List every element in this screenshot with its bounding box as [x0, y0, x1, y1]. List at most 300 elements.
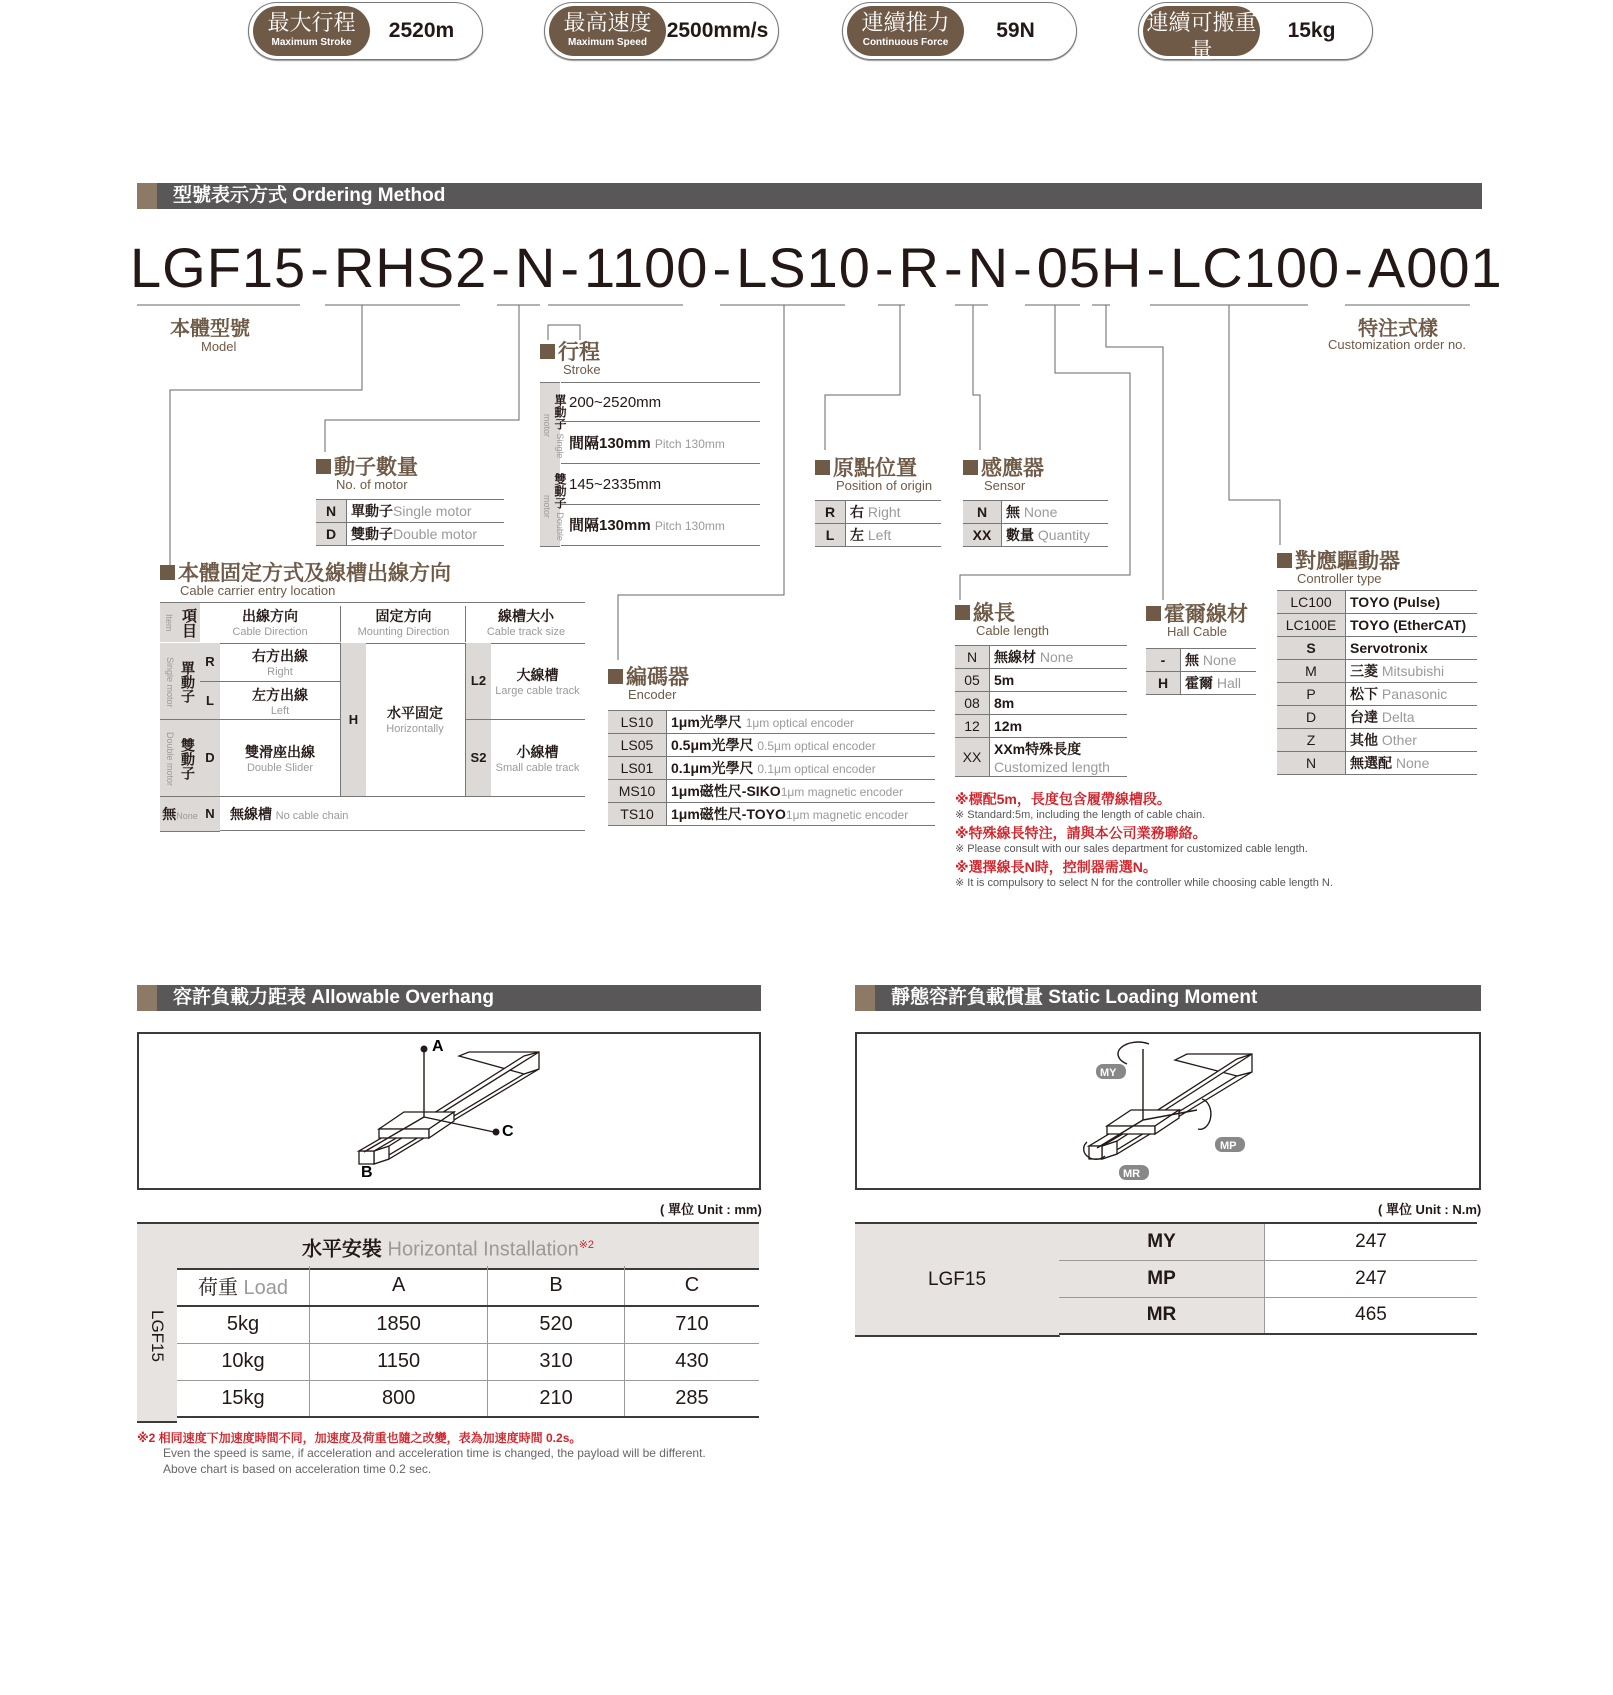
ctrl-desc: [1346, 706, 1478, 729]
label-mp: MP: [1220, 1140, 1237, 1152]
motor-desc: [347, 523, 505, 546]
origin-desc: [846, 524, 942, 547]
encoder-row: [608, 803, 935, 826]
encoder-code: LS01: [608, 757, 667, 780]
table-row: [177, 1306, 759, 1343]
zh: 0.5μm光學尺: [671, 737, 754, 753]
zh: 項目: [180, 608, 197, 638]
en: Cable Direction: [232, 626, 308, 638]
motor-table: [316, 499, 504, 546]
zh: 無: [1006, 504, 1020, 520]
en: Panasonic: [1381, 686, 1448, 702]
val-b: 520: [488, 1306, 625, 1343]
table-row: [1059, 1297, 1477, 1334]
zh: 數量: [1006, 527, 1034, 543]
code-custom: A001: [1367, 236, 1503, 299]
code-l2: L2: [465, 643, 491, 720]
no-cable-chain: [220, 797, 585, 831]
sensor-row: [963, 501, 1108, 524]
controller-row: [1277, 637, 1477, 660]
track-small: [490, 720, 585, 797]
table-row: [1059, 1260, 1477, 1297]
zh: 固定方向: [375, 608, 432, 624]
note-standard-en: ※ Standard:5m, including the length of cable chain.: [955, 809, 1206, 821]
ctrl-desc: TOYO (EtherCAT): [1346, 614, 1478, 637]
encoder-row: [608, 734, 935, 757]
overhang-note: ※2 相同速度下加速度時間不同，加速度及荷重也隨之改變，表為加速度時間 0.2s。: [137, 1431, 582, 1445]
sensor-zh: 感應器: [981, 457, 1044, 480]
load: 10kg: [177, 1343, 310, 1380]
en: Delta: [1381, 709, 1415, 725]
motor-code: D: [316, 523, 347, 546]
single-zh: 單動子: [553, 393, 567, 430]
zh: 台達: [1350, 709, 1378, 725]
hall-en: Hall Cable: [1167, 624, 1227, 639]
actuator-overhang-drawing: [139, 1034, 759, 1188]
point-a: [421, 1046, 428, 1053]
origin-desc: [846, 501, 942, 524]
controller-row: [1277, 591, 1477, 614]
cable-entry-zh: 本體固定方式及線槽出線方向: [178, 562, 451, 585]
dash: -: [944, 236, 964, 299]
code-origin: R: [898, 236, 940, 299]
overhang-table: [177, 1266, 759, 1418]
ctrl-code: LC100E: [1277, 614, 1346, 637]
hall-row: [1146, 649, 1256, 672]
table-row: [1059, 1223, 1477, 1260]
controller-row: [1277, 614, 1477, 637]
controller-zh: 對應驅動器: [1295, 550, 1400, 573]
stroke-main: 間隔130mm: [569, 435, 651, 452]
spec-label-en: Maximum Speed: [568, 37, 647, 48]
overhang-note-en2: Above chart is based on acceleration time 0.2 sec.: [163, 1462, 432, 1476]
cable-length-table: [955, 645, 1127, 777]
note-length-n: ※選擇線長N時，控制器需選N。: [955, 859, 1157, 875]
encoder-row: [608, 757, 935, 780]
motor-code: N: [316, 500, 347, 523]
controller-row: [1277, 660, 1477, 683]
zh: 1μm磁性尺-SIKO: [671, 783, 781, 799]
zh: 大線槽: [516, 667, 559, 683]
encoder-code: LS10: [608, 711, 667, 734]
actuator-moment-drawing: [857, 1034, 1479, 1188]
len-code: N: [955, 646, 990, 669]
controller-row: [1277, 729, 1477, 752]
spec-label: 最高速度: [563, 10, 652, 35]
note-custom-en: ※ Please consult with our sales department for customized cable length.: [955, 843, 1308, 855]
motor-row: [316, 523, 504, 546]
zh: 松下: [1350, 686, 1378, 702]
en: Double motor: [165, 731, 175, 787]
single-group-label: [162, 649, 198, 715]
encoder-desc: [667, 734, 936, 757]
en: Left: [270, 705, 290, 717]
en: 0.1μm optical encoder: [757, 762, 876, 776]
len-code: 08: [955, 692, 990, 715]
dash: -: [310, 236, 330, 299]
none-group: [160, 797, 200, 832]
origin-table: [815, 500, 941, 547]
en: Cable track size: [486, 626, 566, 638]
zh: 無: [1185, 652, 1199, 668]
cable-entry-table: [160, 602, 585, 832]
zh: XXm特殊長度: [994, 741, 1082, 757]
point-c: [493, 1129, 500, 1136]
label-c: C: [502, 1123, 514, 1140]
overhang-diagram: [137, 1032, 761, 1190]
spec-label-en: Continuous Force: [862, 37, 949, 48]
moment-key: MY: [1059, 1223, 1265, 1260]
zh: 無選配: [1350, 755, 1392, 771]
en: Left: [867, 527, 892, 543]
zh: 1μm磁性尺-TOYO: [671, 806, 786, 822]
motor-zh: 動子數量: [334, 456, 418, 479]
item-zh: [161, 605, 199, 641]
encoder-code: LS05: [608, 734, 667, 757]
controller-table: [1277, 590, 1477, 775]
table-row: [177, 1343, 759, 1380]
dash: -: [1013, 236, 1033, 299]
origin-code: L: [815, 524, 846, 547]
code-d: D: [200, 720, 220, 797]
hall-desc: [1181, 672, 1257, 695]
label-my: MY: [1100, 1067, 1117, 1079]
en: Horizontally: [386, 723, 444, 735]
en: Single motor: [393, 503, 472, 519]
stroke-double-label: [540, 464, 567, 547]
spec-value: 59N: [996, 19, 1035, 42]
overhang-unit: ( 單位 Unit : mm): [660, 1202, 762, 1217]
val-a: 1850: [310, 1306, 488, 1343]
en: None: [176, 811, 198, 821]
zh: 雙動子: [180, 738, 196, 780]
moment-value: 247: [1265, 1223, 1478, 1260]
en: No cable chain: [275, 810, 349, 822]
controller-en: Controller type: [1297, 571, 1382, 586]
head-b: B: [488, 1266, 625, 1306]
overhang-note-en1: Even the speed is same, if acceleration and acceleration time is changed, the payload will be different.: [163, 1446, 706, 1460]
table-row: [177, 1380, 759, 1417]
moment-table: [1059, 1222, 1477, 1335]
label-b: B: [361, 1164, 373, 1181]
head-c: C: [624, 1266, 759, 1306]
len-desc: 12m: [990, 715, 1128, 738]
en: None: [1023, 504, 1058, 520]
cable-length-row: [955, 715, 1127, 738]
moment-title: 靜態容許負載慣量 Static Loading Moment: [891, 987, 1258, 1008]
zh: 無線槽: [230, 806, 272, 822]
en: Load: [243, 1277, 289, 1299]
ctrl-desc: [1346, 729, 1478, 752]
stroke-main: 間隔130mm: [569, 517, 651, 534]
hall-code: H: [1146, 672, 1181, 695]
track-large: [490, 643, 585, 720]
zh: 三菱: [1350, 663, 1378, 679]
ordering-title: 型號表示方式 Ordering Method: [173, 185, 446, 206]
zh: 線槽大小: [498, 608, 554, 624]
zh: 小線槽: [516, 744, 559, 760]
origin-row: [815, 501, 941, 524]
stroke-extra: Pitch 130mm: [654, 519, 725, 533]
single-en: Single motor: [542, 414, 565, 459]
note-standard: ※標配5m，長度包含履帶線槽段。: [955, 791, 1171, 807]
encoder-desc: [667, 757, 936, 780]
stroke-en: Stroke: [563, 362, 601, 377]
zh: 單動子: [180, 661, 196, 703]
en: Single motor: [165, 656, 175, 708]
dash: -: [1344, 236, 1364, 299]
en: Small cable track: [495, 762, 580, 774]
val-c: 710: [624, 1306, 759, 1343]
encoder-desc: [667, 711, 936, 734]
moment-value: 247: [1265, 1260, 1478, 1297]
len-desc: [990, 646, 1128, 669]
label-a: A: [432, 1038, 444, 1055]
origin-row: [815, 524, 941, 547]
zh: 無: [162, 806, 177, 822]
moment-key: MR: [1059, 1297, 1265, 1334]
en: 1μm magnetic encoder: [785, 808, 909, 822]
encoder-row: [608, 780, 935, 803]
double-zh: 雙動子: [553, 473, 567, 510]
dir-double: [220, 720, 340, 797]
code-sensor: N: [967, 236, 1010, 299]
code-l: L: [200, 682, 220, 720]
moment-diagram: [855, 1032, 1481, 1190]
encoder-desc: [667, 803, 936, 826]
install-en: Horizontal Installation: [387, 1238, 579, 1261]
ctrl-code: N: [1277, 752, 1346, 775]
en: Mounting Direction: [357, 626, 450, 638]
en: Customized length: [994, 759, 1110, 775]
double-group-label: [162, 726, 198, 792]
custom-en: Customization order no.: [1328, 337, 1467, 352]
en: 0.5μm optical encoder: [757, 739, 876, 753]
moment-section-bar: [855, 985, 1481, 1011]
ctrl-code: LC100: [1277, 591, 1346, 614]
overhang-section-bar: [137, 985, 761, 1011]
dir-head: [200, 606, 340, 638]
stroke-single-label: [540, 382, 567, 466]
en: 1μm magnetic encoder: [780, 785, 904, 799]
len-code: 05: [955, 669, 990, 692]
stroke-row: [561, 506, 760, 546]
load: 5kg: [177, 1306, 310, 1343]
double-group: [160, 720, 200, 797]
overhang-model: LGF15: [148, 1310, 167, 1362]
stroke-main: 200~2520mm: [569, 394, 662, 411]
load: 15kg: [177, 1380, 310, 1417]
overhang-head: [177, 1266, 759, 1306]
zh: 右: [850, 504, 864, 520]
dash: -: [560, 236, 581, 299]
head-load: [177, 1266, 310, 1306]
en: Hall: [1216, 675, 1242, 691]
hall-row: [1146, 672, 1256, 695]
stroke-row: [561, 423, 760, 464]
controller-row: [1277, 706, 1477, 729]
code-encoder: LS10: [736, 236, 871, 299]
code-cable-length: 05H: [1036, 236, 1143, 299]
len-desc: 8m: [990, 692, 1128, 715]
spec-value: 15kg: [1287, 19, 1336, 42]
code-motor: N: [514, 236, 557, 299]
spec-label-en: Continuous Payload: [1153, 65, 1250, 76]
stroke-zh: 行程: [558, 341, 600, 364]
single-group: [160, 643, 200, 720]
dash: -: [491, 236, 511, 299]
stroke-main: 145~2335mm: [569, 476, 662, 493]
en: None: [1039, 649, 1074, 665]
ctrl-code: P: [1277, 683, 1346, 706]
en: Double Slider: [246, 762, 314, 774]
sensor-desc: [1002, 524, 1109, 547]
hall-code: -: [1146, 649, 1181, 672]
spec-value: 2500mm/s: [666, 19, 769, 42]
cable-length-row: [955, 669, 1127, 692]
cable-length-row: [955, 692, 1127, 715]
zh: 右方出線: [252, 648, 308, 664]
hall-desc: [1181, 649, 1257, 672]
zh: 雙動子: [351, 526, 393, 542]
install-header: [137, 1222, 759, 1270]
encoder-en: Encoder: [628, 687, 677, 702]
en: Mitsubishi: [1381, 663, 1445, 679]
size-head: [465, 606, 586, 642]
dash: -: [712, 236, 733, 299]
en: 1μm optical encoder: [745, 716, 855, 730]
en: None: [1202, 652, 1237, 668]
zh: 左方出線: [252, 687, 308, 703]
ctrl-desc: Servotronix: [1346, 637, 1478, 660]
en: None: [1395, 755, 1430, 771]
encoder-code: TS10: [608, 803, 667, 826]
mount-horizontal: [365, 643, 465, 797]
cable-length-en: Cable length: [976, 623, 1049, 638]
code-n: N: [200, 797, 220, 832]
zh: 荷重: [197, 1277, 238, 1299]
origin-zh: 原點位置: [833, 457, 917, 480]
val-c: 430: [624, 1343, 759, 1380]
model-en: Model: [201, 339, 237, 354]
stroke-row: [561, 382, 760, 422]
item-cell: [160, 603, 200, 642]
cable-length-row: [955, 646, 1127, 669]
stroke-extra: Pitch 130mm: [654, 437, 725, 451]
en: Double motor: [393, 526, 478, 542]
label-mr: MR: [1123, 1168, 1141, 1180]
val-a: 800: [310, 1380, 488, 1417]
zh: 出線方向: [242, 608, 298, 624]
len-desc: 5m: [990, 669, 1128, 692]
mount-head: [340, 606, 466, 642]
en: Item: [164, 614, 174, 632]
dir-left: [220, 682, 340, 720]
origin-code: R: [815, 501, 846, 524]
spec-label: 最大行程: [267, 10, 356, 35]
val-b: 210: [488, 1380, 625, 1417]
model-zh: 本體型號: [170, 318, 250, 340]
sensor-table: [963, 500, 1108, 547]
zh: 1μm光學尺: [671, 714, 742, 730]
stroke-row: [561, 464, 760, 505]
len-code: XX: [955, 738, 990, 777]
en: Right: [867, 504, 901, 520]
head-a: A: [310, 1266, 488, 1306]
install-zh: 水平安裝: [301, 1238, 382, 1261]
encoder-desc: [667, 780, 936, 803]
len-desc: [990, 738, 1128, 777]
moment-unit: ( 單位 Unit : N.m): [1378, 1202, 1482, 1217]
dir-right: [220, 643, 340, 682]
code-r: R: [200, 643, 220, 682]
encoder-row: [608, 711, 935, 734]
en: Large cable track: [495, 685, 580, 697]
motor-en: No. of motor: [336, 477, 408, 492]
ctrl-desc: [1346, 660, 1478, 683]
code-controller: LC100: [1170, 236, 1341, 299]
spec-value: 2520m: [388, 19, 455, 42]
install-sup: ※2: [578, 1239, 595, 1251]
ctrl-desc: TOYO (Pulse): [1346, 591, 1478, 614]
code-stroke: 1100: [584, 236, 709, 299]
sensor-desc: [1002, 501, 1109, 524]
note-length-n-en: ※ It is compulsory to select N for the controller while choosing cable length N.: [955, 877, 1333, 889]
spec-label: 連續可搬重量: [1146, 10, 1257, 63]
sensor-code: XX: [963, 524, 1002, 547]
val-a: 1150: [310, 1343, 488, 1380]
en: Other: [1381, 732, 1417, 748]
zh: 無線材: [994, 649, 1036, 665]
val-b: 310: [488, 1343, 625, 1380]
dash: -: [1146, 236, 1167, 299]
sensor-code: N: [963, 501, 1002, 524]
zh: 左: [850, 527, 864, 543]
spec-label: 連續推力: [861, 10, 950, 35]
spec-label-en: Maximum Stroke: [271, 37, 352, 48]
encoder-table: [608, 710, 935, 826]
cable-length-zh: 線長: [973, 602, 1015, 625]
overhang-title: 容許負載力距表 Allowable Overhang: [173, 987, 494, 1008]
zh: 雙滑座出線: [245, 744, 315, 760]
controller-row: [1277, 683, 1477, 706]
cable-entry-en: Cable carrier entry location: [180, 583, 336, 598]
ctrl-code: S: [1277, 637, 1346, 660]
sensor-en: Sensor: [984, 478, 1026, 493]
stroke-table: [540, 382, 760, 546]
ctrl-code: Z: [1277, 729, 1346, 752]
encoder-code: MS10: [608, 780, 667, 803]
ctrl-code: M: [1277, 660, 1346, 683]
zh: 單動子: [351, 503, 393, 519]
note-custom: ※特殊線長特注，請與本公司業務聯絡。: [955, 825, 1207, 841]
motor-row: [316, 500, 504, 523]
zh: 霍爾: [1185, 675, 1213, 691]
hall-table: [1146, 648, 1256, 695]
ctrl-desc: [1346, 752, 1478, 775]
zh: 水平固定: [387, 705, 443, 721]
hall-zh: 霍爾線材: [1164, 603, 1248, 626]
moment-model: LGF15: [855, 1222, 1060, 1337]
controller-row: [1277, 752, 1477, 775]
dash: -: [874, 236, 895, 299]
zh: 其他: [1350, 732, 1378, 748]
overhang-model-cell: [137, 1266, 177, 1423]
code-cable-entry: RHS2: [333, 236, 488, 299]
custom-zh: 特注式樣: [1358, 318, 1438, 340]
cable-length-row: [955, 738, 1127, 777]
code-h: H: [340, 643, 366, 797]
